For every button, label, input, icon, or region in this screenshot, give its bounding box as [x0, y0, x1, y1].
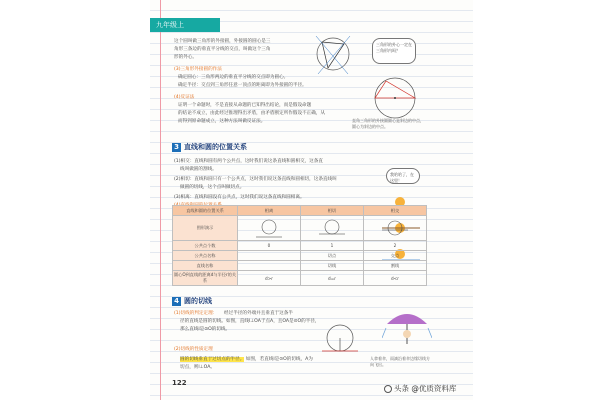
umbrella-caption: 人拿着伞，雨滴沿着伞边缘切线方向飞出。	[370, 356, 430, 367]
text-span: 如图，若直线l是⊙O的切线，A为	[245, 357, 313, 362]
right-triangle-diagram	[368, 72, 423, 120]
table-row-label: 公共点个数	[173, 241, 238, 251]
watermark-text: 头条 @优质资料库	[394, 384, 457, 393]
text-line: 那么直线l是⊙O的切线。	[180, 327, 231, 332]
grade-tab: 九年级上	[150, 18, 220, 32]
intersect-diagram	[380, 218, 410, 238]
tangent-line-diagram	[318, 318, 362, 360]
table-cell	[364, 216, 427, 241]
separate-diagram	[254, 218, 284, 238]
table-cell	[301, 216, 364, 241]
text-line: 确定圆心：三角形两边的垂直平分线的交点即为圆心。	[178, 75, 289, 80]
table-row	[173, 261, 427, 271]
table-header-cell: 相切	[301, 206, 364, 216]
table-cell: 割线	[364, 261, 427, 271]
text-line: 形的外心。	[174, 55, 197, 60]
table-row-label: 直线名称	[173, 261, 238, 271]
text-line: 证明一个命题时，不是直接从命题的已知得出结论，而是假设命题	[178, 103, 312, 108]
watermark	[382, 383, 456, 394]
table-header-cell: 直线和圆的位置关系	[173, 206, 238, 216]
tangent-diagram	[317, 218, 347, 238]
text-line: (1)相交：直线和圆有两个公共点，这时我们说这条直线和圆相交，这条直	[174, 159, 323, 164]
text-line: 而得到原命题成立，这种方法叫做反证法。	[178, 119, 266, 124]
text-line: 的结论不成立，由此经过推理得出矛盾，由矛盾断定所作假设不正确，从	[178, 111, 326, 116]
table-cell: 切线	[301, 261, 364, 271]
textbook-page	[150, 0, 473, 400]
text-line: 确定半径：交点到三角形任意一顶点的距离即为外接圆的半径。	[178, 83, 307, 88]
table-cell	[238, 216, 301, 241]
table-row	[173, 251, 427, 261]
text-line: 角形三条边的垂直平分线的交点，叫做这个三角	[174, 47, 271, 52]
table-cell: d>r	[238, 271, 301, 286]
table-header-cell: 相交	[364, 206, 427, 216]
text-line	[180, 356, 313, 363]
table-cell: 2	[364, 241, 427, 251]
subheading: (4)反证法	[174, 95, 195, 100]
text-line: 做圆的切线，这个点叫做切点。	[180, 185, 245, 190]
section-number: 4	[172, 297, 181, 306]
umbrella-illustration	[382, 304, 432, 354]
table-row-label: 圆心O到直线的距离d与半径r的关系	[173, 271, 238, 286]
section-number: 3	[172, 143, 181, 152]
table-cell: d<r	[364, 271, 427, 286]
text-line: 径的直线是圆的切线。如图，直线l⊥OA于点A，且OA是⊙O的半径，	[180, 319, 320, 324]
table-row	[173, 271, 427, 286]
text-line: (2)相切：直线和圆只有一个公共点，这时我们说这条直线和圆相切，这条直线叫	[174, 177, 337, 182]
table-cell: d=r	[301, 271, 364, 286]
table-cell: 0	[238, 241, 301, 251]
question-bubble: 三角形的外心一定在三角形内吗？	[372, 38, 416, 64]
subheading: (2)切线的性质定理	[174, 347, 213, 352]
table-cell	[238, 251, 301, 261]
section-title: 圆的切线	[184, 297, 212, 305]
speech-bubble: 我哈哈了，在这里！	[386, 168, 420, 184]
side-note: 直角三角形的外接圆圆心是斜边的中点，圆心为斜边的中点。	[352, 118, 424, 129]
text-line: 这个圆叫做三角形的外接圆，外接圆的圆心是三	[174, 39, 271, 44]
position-relation-table	[172, 205, 427, 286]
table-row-label: 公共点名称	[173, 251, 238, 261]
table-cell: 交点	[364, 251, 427, 261]
table-cell: 1	[301, 241, 364, 251]
subheading: (3)三角形外接圆的作法	[174, 67, 222, 72]
text-line: (3)相离：直线和圆没有公共点，这时我们说这条直线和圆相离。	[174, 195, 305, 200]
subheading: (1)切线的判定定理：	[174, 311, 218, 316]
text-line: 经过半径的外端并且垂直于这条半	[224, 311, 293, 316]
highlighted-text: 圆的切线垂直于过切点的半径。	[180, 357, 245, 362]
table-row	[173, 216, 427, 241]
text-line: 切点，则l⊥OA。	[180, 365, 215, 370]
account-icon	[384, 385, 392, 393]
margin-line	[160, 0, 161, 400]
table-header-cell: 相离	[238, 206, 301, 216]
table-cell	[238, 261, 301, 271]
circumcircle-diagram	[310, 30, 356, 80]
page-number: 122	[172, 379, 187, 387]
table-cell: 切点	[301, 251, 364, 261]
text-line: 线叫做圆的割线。	[180, 167, 217, 172]
section-title: 直线和圆的位置关系	[184, 143, 247, 151]
table-row-label: 图形演示	[173, 216, 238, 241]
table-row	[173, 241, 427, 251]
table-header-row	[173, 206, 427, 216]
